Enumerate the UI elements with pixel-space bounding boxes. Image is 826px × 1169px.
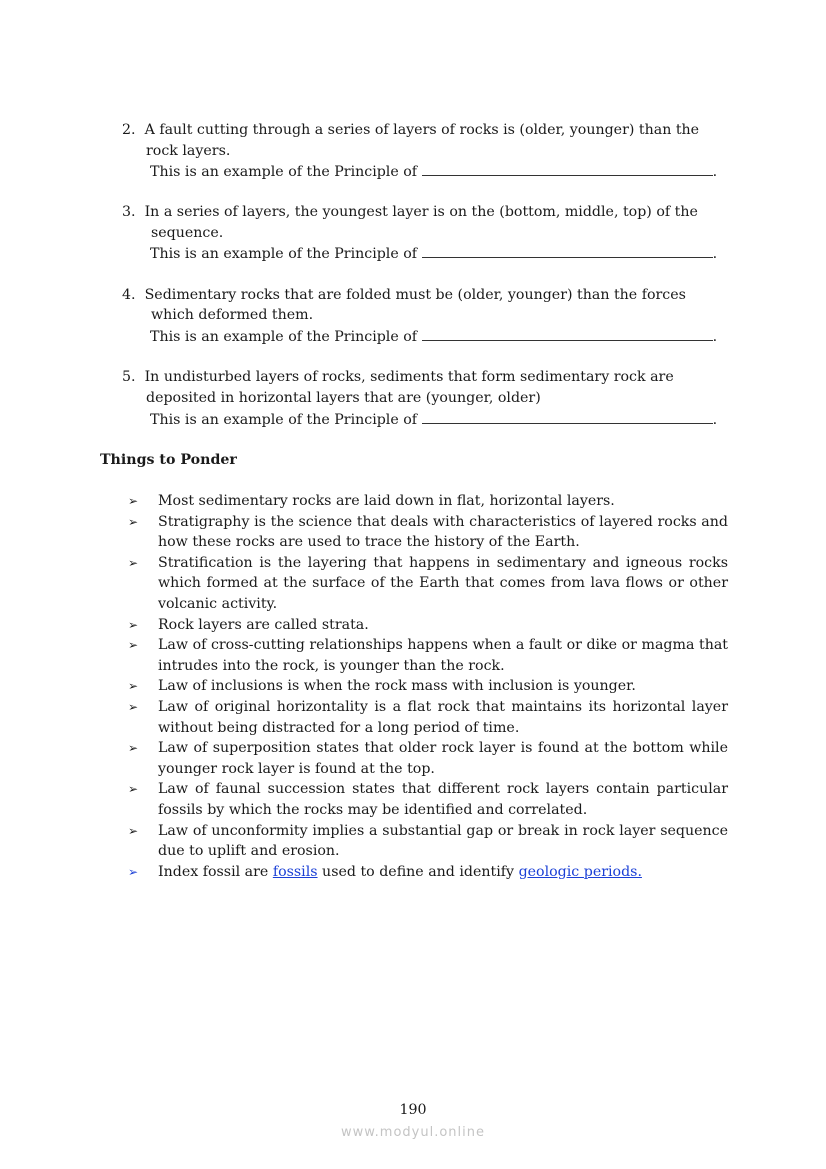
- question-5-line-1: [122, 367, 674, 387]
- list-item-text: Stratification is the layering that happens in sedimentary and igneous rocks which formed at the surface of the Earth that comes from lava flows or other volcanic activity.: [158, 554, 728, 612]
- list-item-index-fossil: [128, 862, 728, 883]
- question-3-line-1: [122, 202, 698, 222]
- arrow-bullet-icon: ➢: [128, 864, 139, 879]
- sentence-end: .: [712, 246, 718, 262]
- question-text: Sedimentary rocks that are folded must be (older, younger) than the forces: [144, 287, 686, 303]
- question-5-line-2: deposited in horizontal layers that are (younger, older): [146, 390, 541, 406]
- answer-blank-2[interactable]: [422, 161, 713, 176]
- question-number: 2.: [122, 122, 136, 138]
- list-item: [128, 512, 728, 553]
- geologic-periods-link[interactable]: geologic periods.: [518, 863, 642, 880]
- sentence-end: .: [712, 164, 718, 180]
- arrow-bullet-icon: ➢: [128, 699, 139, 714]
- arrow-bullet-icon: ➢: [128, 679, 139, 694]
- arrow-bullet-icon: ➢: [128, 514, 139, 529]
- list-item-text: Law of original horizontality is a flat rock that maintains its horizontal layer without being distracted for a long period of time.: [158, 698, 728, 736]
- question-text: A fault cutting through a series of layers of rocks is (older, younger) than the: [144, 122, 700, 138]
- list-item-text: used to define and identify: [317, 863, 519, 880]
- sentence-end: .: [712, 329, 718, 345]
- list-item: [128, 491, 728, 512]
- list-item-text: Index fossil are: [158, 863, 273, 880]
- question-text: In undisturbed layers of rocks, sediments that form sedimentary rock are: [144, 369, 674, 385]
- question-4-line-1: [122, 285, 686, 305]
- principle-prompt: This is an example of the Principle of: [150, 164, 418, 180]
- list-item-text: Law of inclusions is when the rock mass with inclusion is younger.: [158, 678, 636, 695]
- list-item: [128, 676, 728, 697]
- list-item: [128, 553, 728, 615]
- answer-blank-3[interactable]: [422, 243, 713, 258]
- question-2-line-1: [122, 120, 699, 140]
- question-number: 4.: [122, 287, 136, 303]
- list-item-text: Law of cross-cutting relationships happens when a fault or dike or magma that intrudes into the rock, is younger than the rock.: [158, 637, 728, 674]
- answer-blank-5[interactable]: [422, 409, 713, 424]
- principle-prompt: This is an example of the Principle of: [150, 329, 418, 345]
- question-2-line-2: rock layers.: [146, 143, 231, 159]
- arrow-bullet-icon: ➢: [128, 823, 139, 838]
- arrow-bullet-icon: ➢: [128, 494, 139, 508]
- arrow-bullet-icon: ➢: [128, 555, 139, 570]
- page-number: 190: [399, 1102, 427, 1118]
- list-item-text: Law of superposition states that older rock layer is found at the bottom while younger rock layer is found at the top.: [158, 740, 728, 777]
- fossils-link[interactable]: fossils: [272, 863, 318, 880]
- question-text: In a series of layers, the youngest layer is on the (bottom, middle, top) of the: [144, 204, 698, 220]
- principle-prompt: This is an example of the Principle of: [150, 412, 418, 428]
- list-item: [128, 615, 728, 636]
- question-number: 3.: [122, 204, 136, 220]
- question-4-line-2: which deformed them.: [151, 307, 314, 323]
- arrow-bullet-icon: ➢: [128, 638, 139, 653]
- principle-prompt: This is an example of the Principle of: [150, 246, 418, 262]
- list-item-text: Law of faunal succession states that different rock layers contain particular fossils by which the rocks may be identified and correlated.: [158, 781, 728, 818]
- list-item: [128, 738, 728, 779]
- sentence-end: .: [712, 412, 718, 428]
- question-4-principle: [150, 326, 717, 347]
- question-5-principle: [150, 409, 717, 430]
- list-item-text: Law of unconformity implies a substantial gap or break in rock layer sequence due to uplift and erosion.: [158, 822, 728, 860]
- question-number: 5.: [122, 369, 136, 385]
- question-2-principle: [150, 161, 717, 182]
- list-item: [128, 821, 728, 862]
- ponder-list: [128, 491, 728, 882]
- list-item: [128, 779, 728, 820]
- section-heading: Things to Ponder: [100, 452, 237, 468]
- list-item-text: Most sedimentary rocks are laid down in flat, horizontal layers.: [158, 493, 615, 509]
- list-item: [128, 635, 728, 676]
- arrow-bullet-icon: ➢: [128, 782, 139, 797]
- arrow-bullet-icon: ➢: [128, 617, 139, 632]
- question-3-line-2: sequence.: [151, 225, 224, 241]
- answer-blank-4[interactable]: [422, 326, 713, 341]
- list-item-text: Rock layers are called strata.: [158, 616, 369, 633]
- list-item-text: Stratigraphy is the science that deals with characteristics of layered rocks and how these rocks are used to trace the history of the Earth.: [158, 513, 728, 551]
- arrow-bullet-icon: ➢: [128, 741, 139, 756]
- question-3-principle: [150, 243, 717, 264]
- list-item: [128, 697, 728, 738]
- watermark: www.modyul.online: [340, 1125, 486, 1140]
